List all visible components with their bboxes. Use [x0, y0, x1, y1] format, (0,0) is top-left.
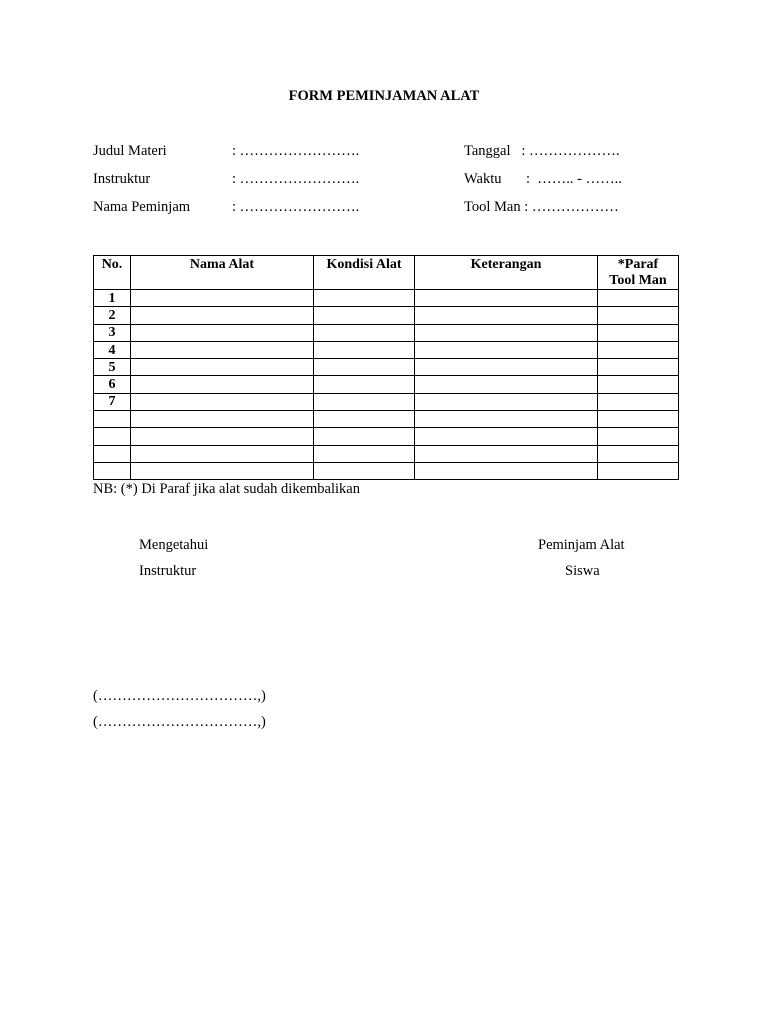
cell-keterangan[interactable]: [415, 324, 598, 341]
cell-no: 3: [94, 324, 131, 341]
signature-blank-2[interactable]: (……………………………,): [93, 714, 266, 730]
table-row: [94, 341, 679, 358]
cell-kondisi-alat[interactable]: [314, 324, 415, 341]
cell-paraf[interactable]: [598, 462, 679, 479]
cell-keterangan[interactable]: [415, 341, 598, 358]
cell-paraf[interactable]: [598, 324, 679, 341]
cell-kondisi-alat[interactable]: [314, 462, 415, 479]
cell-nama-alat[interactable]: [131, 411, 314, 428]
cell-kondisi-alat[interactable]: [314, 411, 415, 428]
table-row: [94, 376, 679, 393]
table-row: [94, 359, 679, 376]
cell-no: 6: [94, 376, 131, 393]
cell-paraf[interactable]: [598, 290, 679, 307]
signature-right-line2: Siswa: [565, 563, 600, 579]
cell-kondisi-alat[interactable]: [314, 428, 415, 445]
cell-no: 7: [94, 393, 131, 410]
cell-no: 2: [94, 307, 131, 324]
loan-table: [93, 255, 679, 480]
table-row: [94, 307, 679, 324]
cell-paraf[interactable]: [598, 341, 679, 358]
header-no: No.: [94, 256, 131, 290]
signature-left-line1: Mengetahui: [139, 537, 209, 553]
cell-nama-alat[interactable]: [131, 290, 314, 307]
table-row: [94, 290, 679, 307]
cell-keterangan[interactable]: [415, 428, 598, 445]
cell-nama-alat[interactable]: [131, 376, 314, 393]
table-row: [94, 393, 679, 410]
signature-right-line1: Peminjam Alat: [538, 537, 625, 553]
field-waktu-label: Waktu: [464, 171, 502, 187]
cell-keterangan[interactable]: [415, 393, 598, 410]
field-judul-materi-value[interactable]: : …………………….: [232, 143, 360, 159]
cell-kondisi-alat[interactable]: [314, 376, 415, 393]
cell-no: [94, 428, 131, 445]
field-judul-materi-label: Judul Materi: [93, 143, 167, 159]
cell-keterangan[interactable]: [415, 411, 598, 428]
field-nama-peminjam-label: Nama Peminjam: [93, 199, 191, 215]
cell-no: 1: [94, 290, 131, 307]
cell-nama-alat[interactable]: [131, 359, 314, 376]
table-row: [94, 324, 679, 341]
cell-no: 5: [94, 359, 131, 376]
cell-nama-alat[interactable]: [131, 393, 314, 410]
cell-keterangan[interactable]: [415, 307, 598, 324]
form-title: FORM PEMINJAMAN ALAT: [288, 88, 480, 104]
cell-keterangan[interactable]: [415, 376, 598, 393]
cell-kondisi-alat[interactable]: [314, 445, 415, 462]
note-text: NB: (*) Di Paraf jika alat sudah dikembalikan: [93, 481, 360, 497]
header-paraf-line1: *Paraf: [617, 257, 659, 272]
cell-kondisi-alat[interactable]: [314, 307, 415, 324]
cell-nama-alat[interactable]: [131, 462, 314, 479]
cell-kondisi-alat[interactable]: [314, 393, 415, 410]
header-paraf-tool-man: [598, 256, 679, 290]
field-tanggal[interactable]: Tanggal : ……………….: [464, 143, 620, 159]
table-row: [94, 462, 679, 479]
cell-nama-alat[interactable]: [131, 307, 314, 324]
signature-blank-1[interactable]: (……………………………,): [93, 688, 266, 704]
cell-paraf[interactable]: [598, 393, 679, 410]
cell-keterangan[interactable]: [415, 290, 598, 307]
cell-keterangan[interactable]: [415, 462, 598, 479]
cell-nama-alat[interactable]: [131, 324, 314, 341]
field-waktu-value[interactable]: : …….. - ……..: [526, 171, 622, 187]
cell-paraf[interactable]: [598, 428, 679, 445]
table-header-row: [94, 256, 679, 290]
cell-no: [94, 411, 131, 428]
cell-nama-alat[interactable]: [131, 445, 314, 462]
field-instruktur-value[interactable]: : …………………….: [232, 171, 360, 187]
field-instruktur-label: Instruktur: [93, 171, 151, 187]
cell-no: 4: [94, 341, 131, 358]
cell-nama-alat[interactable]: [131, 428, 314, 445]
cell-paraf[interactable]: [598, 359, 679, 376]
cell-kondisi-alat[interactable]: [314, 359, 415, 376]
cell-kondisi-alat[interactable]: [314, 341, 415, 358]
signature-left-line2: Instruktur: [139, 563, 197, 579]
cell-kondisi-alat[interactable]: [314, 290, 415, 307]
cell-keterangan[interactable]: [415, 445, 598, 462]
cell-paraf[interactable]: [598, 376, 679, 393]
cell-no: [94, 445, 131, 462]
table-row: [94, 428, 679, 445]
cell-nama-alat[interactable]: [131, 341, 314, 358]
table-row: [94, 411, 679, 428]
cell-paraf[interactable]: [598, 411, 679, 428]
cell-paraf[interactable]: [598, 445, 679, 462]
field-tool-man[interactable]: Tool Man : ………………: [464, 199, 619, 215]
header-keterangan: Keterangan: [415, 256, 598, 290]
table-row: [94, 445, 679, 462]
header-paraf-line2: Tool Man: [609, 273, 667, 288]
cell-no: [94, 462, 131, 479]
cell-paraf[interactable]: [598, 307, 679, 324]
field-nama-peminjam-value[interactable]: : …………………….: [232, 199, 360, 215]
cell-keterangan[interactable]: [415, 359, 598, 376]
header-nama-alat: Nama Alat: [131, 256, 314, 290]
header-kondisi-alat: Kondisi Alat: [314, 256, 415, 290]
